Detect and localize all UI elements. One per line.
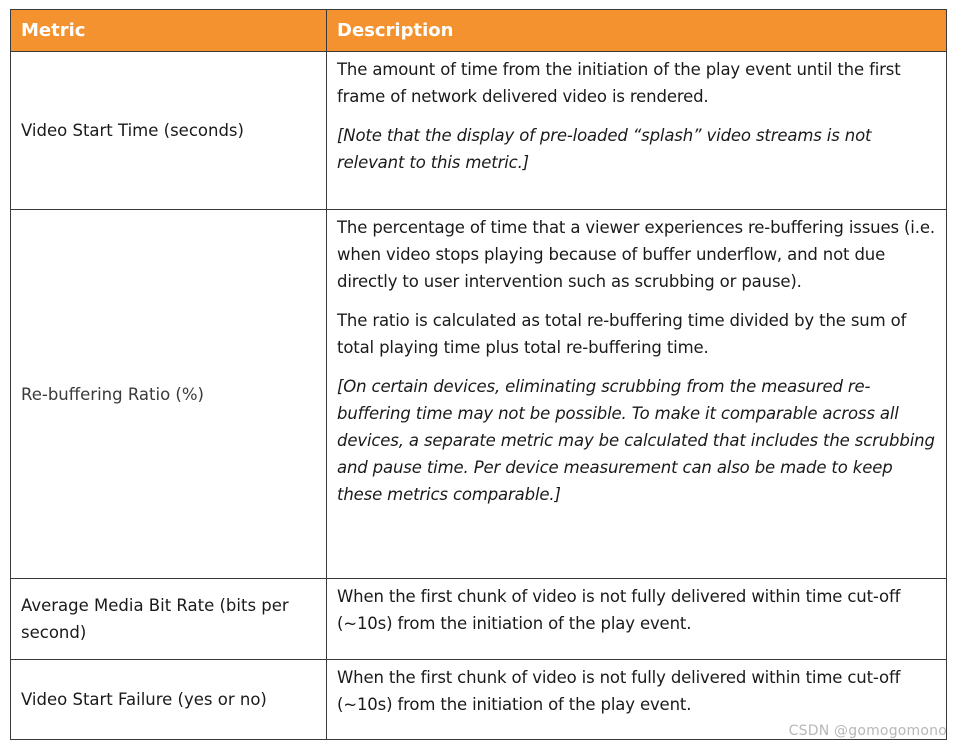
description-paragraph: The amount of time from the initiation of the play event until the first frame of network delivered video is rendered.	[337, 60, 901, 106]
description-note: [Note that the display of pre-loaded “splash” video streams is not relevant to this metric.]	[337, 126, 872, 172]
table-row	[11, 52, 947, 210]
description-paragraph: The ratio is calculated as total re-buffering time divided by the sum of total playing time plus total re-buffering time.	[337, 311, 907, 357]
metric-cell: Video Start Time (seconds)	[11, 52, 327, 210]
watermark: CSDN @gomogomono	[788, 723, 947, 739]
table-row	[11, 210, 947, 579]
header-row	[11, 10, 947, 52]
metric-cell: Re-buffering Ratio (%)	[11, 210, 327, 579]
table-row	[11, 579, 947, 660]
description-paragraph: When the first chunk of video is not fully delivered within time cut-off (~10s) from the initiation of the play event.	[337, 668, 901, 714]
metrics-table	[10, 9, 947, 740]
metric-cell: Average Media Bit Rate (bits per second)	[11, 579, 327, 660]
description-paragraph: The percentage of time that a viewer experiences re-buffering issues (i.e. when video stops playing because of buffer underflow, and not due directly to user intervention such as scrubbing or pause).	[337, 218, 935, 291]
table-header	[11, 10, 947, 52]
description-cell	[327, 210, 947, 579]
header-metric: Metric	[11, 10, 327, 52]
table-body	[11, 52, 947, 740]
description-cell	[327, 579, 947, 660]
description-cell	[327, 52, 947, 210]
description-paragraph: When the first chunk of video is not fully delivered within time cut-off (~10s) from the initiation of the play event.	[337, 587, 901, 633]
header-description: Description	[327, 10, 947, 52]
metric-cell: Video Start Failure (yes or no)	[11, 660, 327, 740]
description-note: [On certain devices, eliminating scrubbing from the measured re-buffering time may not be possible. To make it comparable across all devices, a separate metric may be calculated that includes the scrubbing and pause time. Per device measurement can also be made to keep these metrics comparable.]	[337, 377, 935, 504]
